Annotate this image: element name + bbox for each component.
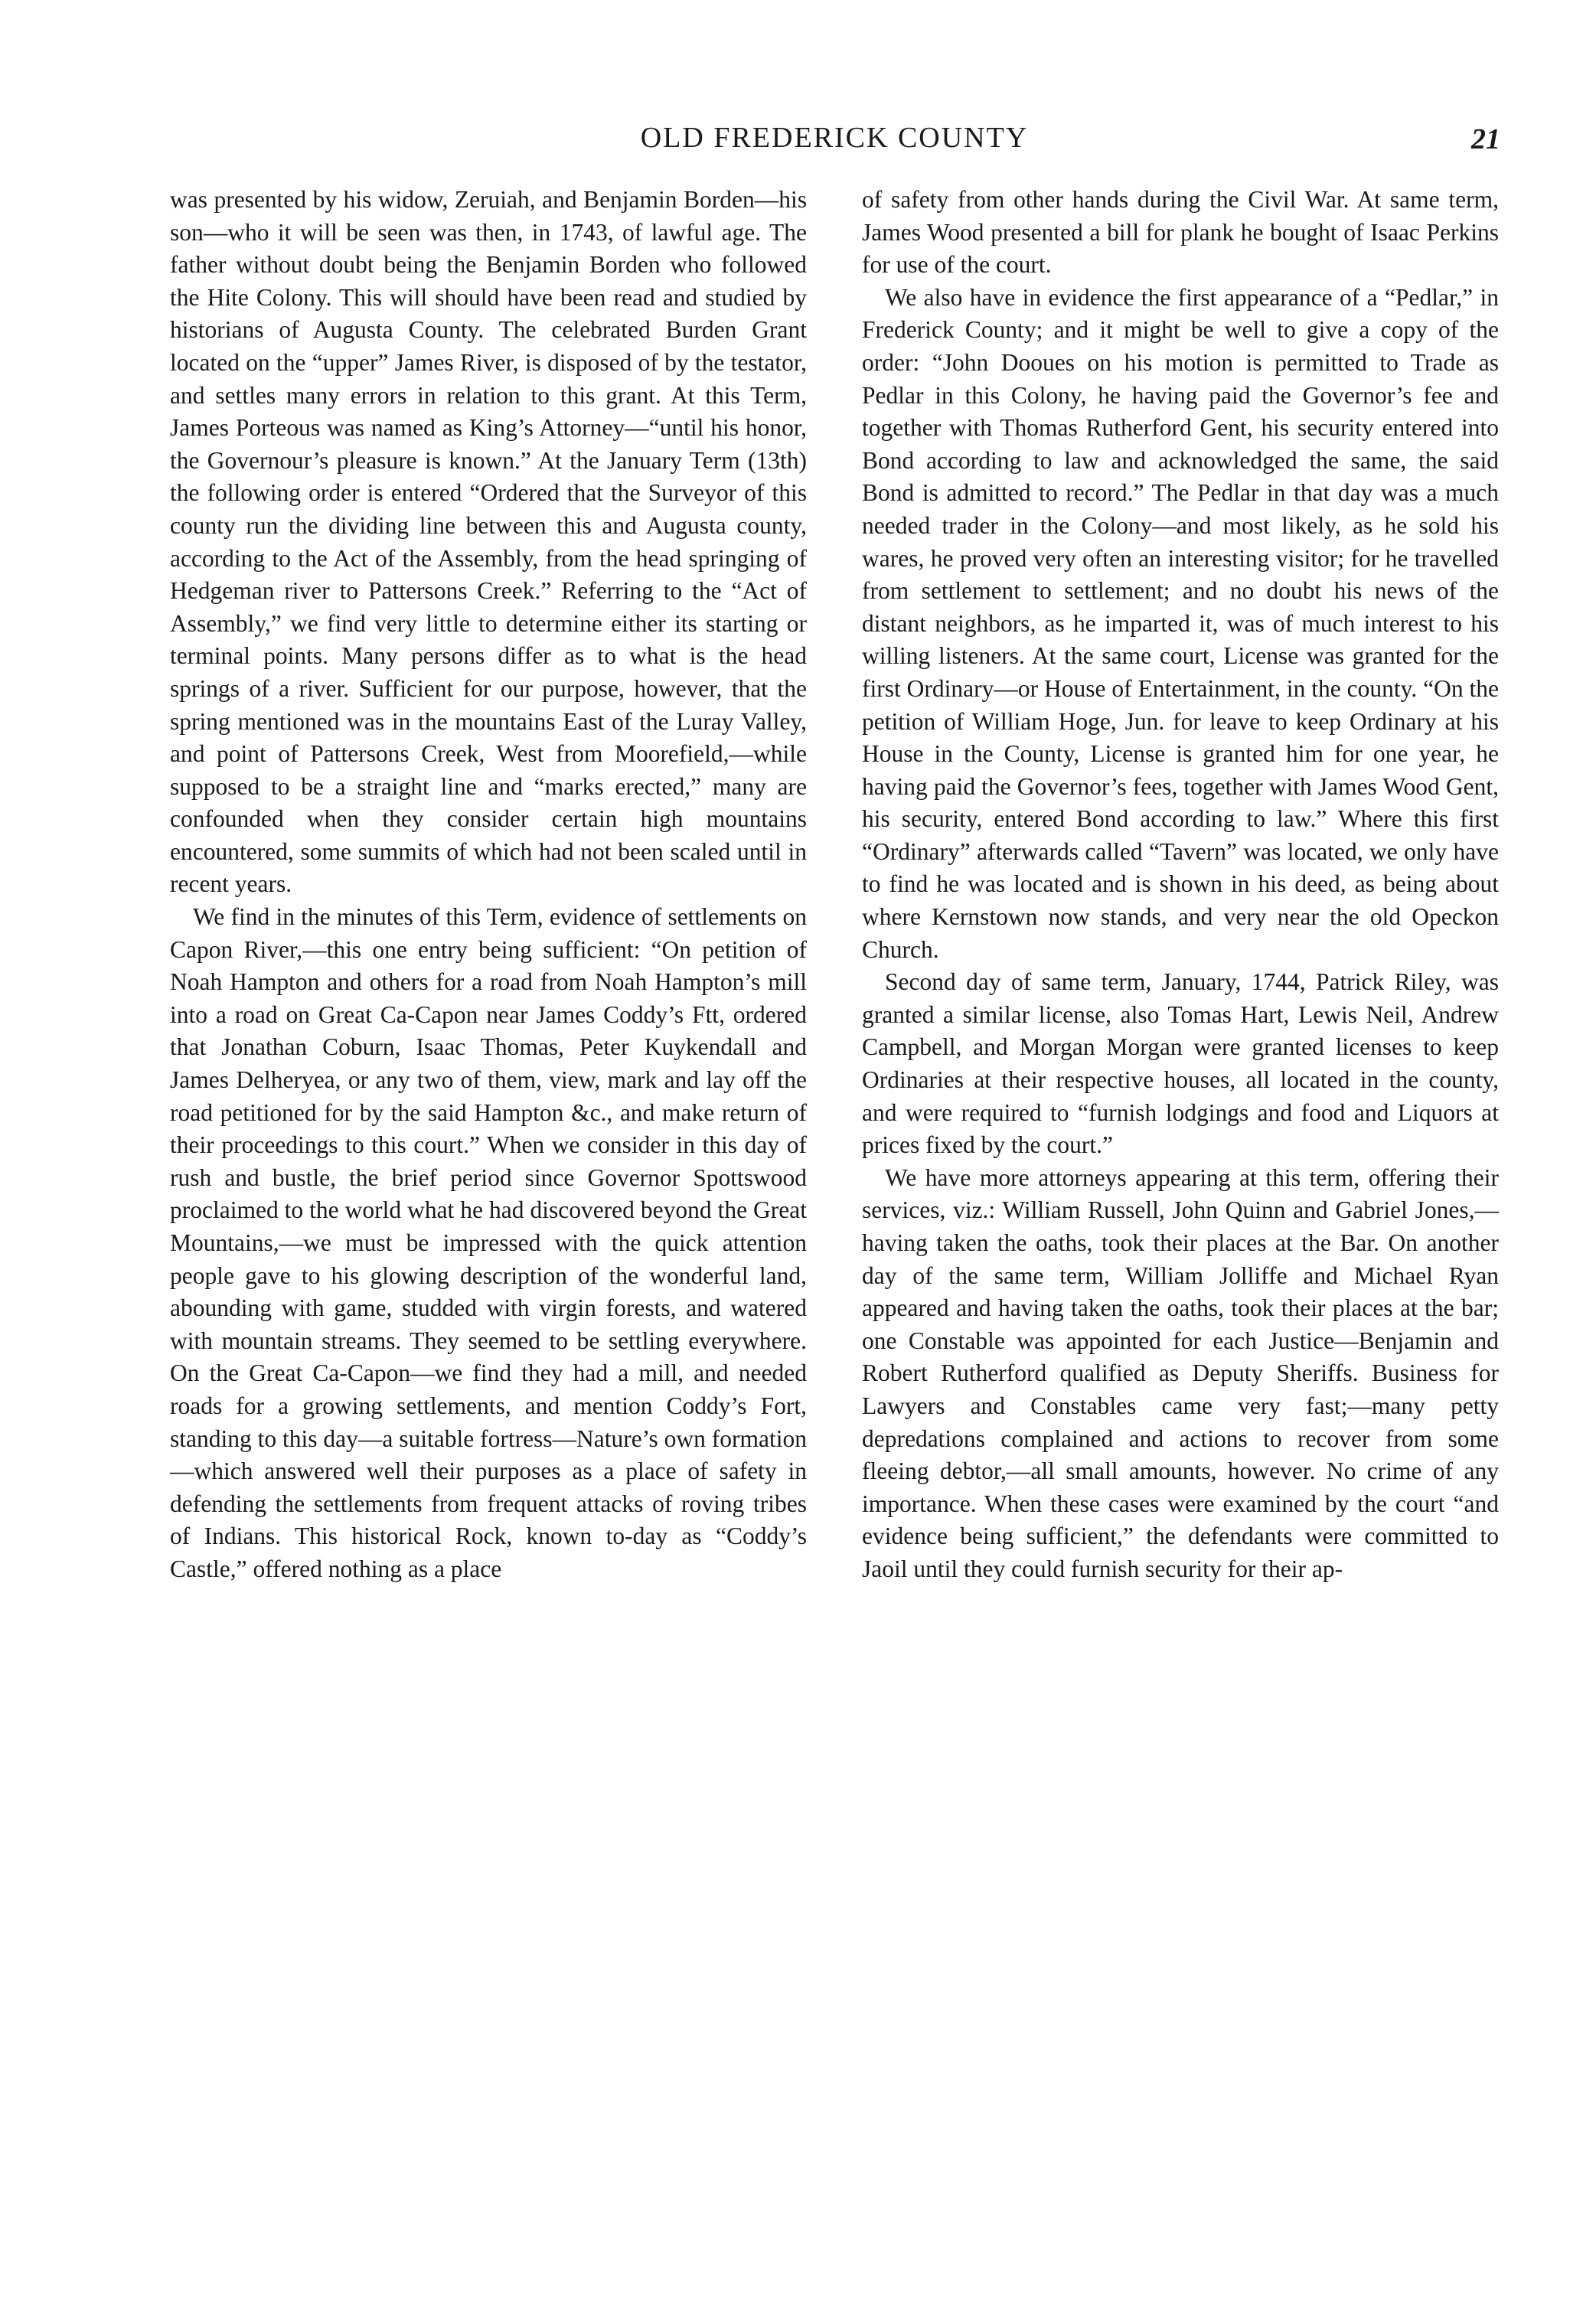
paragraph: We also have in evidence the first appearance of a “Pedlar,” in Frederick County; and it might be well to give a copy of the order: “John Dooues on his motion is permitted to Trade as Pedlar in this Colony, he having paid the Governor’s fee and together with Thomas Rutherford Gent, his security entered into Bond according to law and acknowledged the same, the said Bond is admitted to record.” The Pedlar in that day was a much needed trader in the Colony—and most likely, as he sold his wares, he proved very often an interesting visitor; for he travelled from settlement to settlement; and no doubt his news of the distant neighbors, as he imparted it, was of much interest to his willing listeners. At the same court, License was granted for the first Ordinary—or House of Entertainment, in the county. “On the petition of William Hoge, Jun. for leave to keep Ordinary at his House in the County, License is granted him for one year, he having paid the Governor’s fees, together with James Wood Gent, his security, entered Bond according to law.” Where this first “Ordinary” afterwards called “Tavern” was located, we only have to find he was located and is shown in his deed, as being about where Kernstown now stands, and very near the old Opeckon Church. [862, 283, 1499, 963]
text-columns [170, 184, 1499, 1586]
paragraph: Second day of same term, January, 1744, Patrick Riley, was granted a similar license, also Tomas Hart, Lewis Neil, Andrew Campbell, and Morgan Morgan were granted licenses to keep Ordinaries at their respective houses, all located in the county, and were required to “furnish lodgings and food and Liquors at prices fixed by the court.” [862, 968, 1499, 1159]
paragraph: was presented by his widow, Zeruiah, and Benjamin Borden—his son—who it will be seen was then, in 1743, of lawful age. The father without doubt being the Benjamin Borden who followed the Hite Colony. This will should have been read and studied by historians of Augusta County. The celebrated Burden Grant located on the “upper” James River, is disposed of by the testator, and settles many errors in relation to this grant. At this Term, James Porteous was named as King’s Attorney—“until his honor, the Governour’s pleasure is known.” At the January Term (13th) the following order is entered “Ordered that the Surveyor of this county run the dividing line between this and Augusta county, according to the Act of the Assembly, from the head springing of Hedgeman river to Pattersons Creek.” Referring to the “Act of Assembly,” we find very little to determine either its starting or terminal points. Many persons differ as to what is the head springs of a river. Sufficient for our purpose, however, that the spring mentioned was in the mountains East of the Luray Valley, and point of Pattersons Creek, West from Moorefield,—while supposed to be a straight line and “marks erected,” many are confounded when they consider certain high mountains encountered, some summits of which had not been scaled until in recent years. [170, 186, 807, 898]
page-number: 21 [1471, 123, 1500, 155]
paragraph: We find in the minutes of this Term, evidence of settlements on Capon River,—this one entry being sufficient: “On petition of Noah Hampton and others for a road from Noah Hampton’s mill into a road on Great Ca-Capon near James Coddy’s Ftt, ordered that Jonathan Coburn, Isaac Thomas, Peter Kuykendall and James Delheryea, or any two of them, view, mark and lay off the road petitioned for by the said Hampton &c., and make return of their proceedings to this court.” When we consider in this day of rush and bustle, the brief period since Governor Spottswood proclaimed to the world what he had discovered beyond the Great Mountains,—we must be impressed with the quick attention people gave to his glowing description of the wonderful land, abounding with game, studded with virgin forests, and watered with mountain streams. They seemed to be settling everywhere. On the Great Ca-Capon—we find they had a mill, and needed roads for a growing settlements, and mention Coddy’s Fort, standing to this day—a suitable fortress—Nature’s own formation—which answered well their purposes as a place of safety in defending the settlements from frequent attacks of roving tribes of Indians. This historical Rock, known to-day as “Coddy’s Castle,” offered nothing as a place [170, 903, 807, 1582]
left-column [170, 184, 807, 1586]
page-header [168, 115, 1500, 161]
running-head: OLD FREDERICK COUNTY [640, 122, 1029, 154]
right-column [862, 184, 1499, 1586]
paragraph: We have more attorneys appearing at this term, offering their services, viz.: William Russell, John Quinn and Gabriel Jones,—having taken the oaths, took their places at the Bar. On another day of the same term, William Jolliffe and Michael Ryan appeared and having taken the oaths, took their places at the bar; one Constable was appointed for each Justice—Benjamin and Robert Rutherford qualified as Deputy Sheriffs. Business for Lawyers and Constables came very fast;—many petty depredations complained and actions to recover from some fleeing debtor,—all small amounts, however. No crime of any importance. When these cases were examined by the court “and evidence being sufficient,” the defendants were committed to Jaoil until they could furnish security for their ap- [862, 1164, 1499, 1582]
paragraph: of safety from other hands during the Civil War. At same term, James Wood presented a bill for plank he bought of Isaac Perkins for use of the court. [862, 186, 1499, 279]
